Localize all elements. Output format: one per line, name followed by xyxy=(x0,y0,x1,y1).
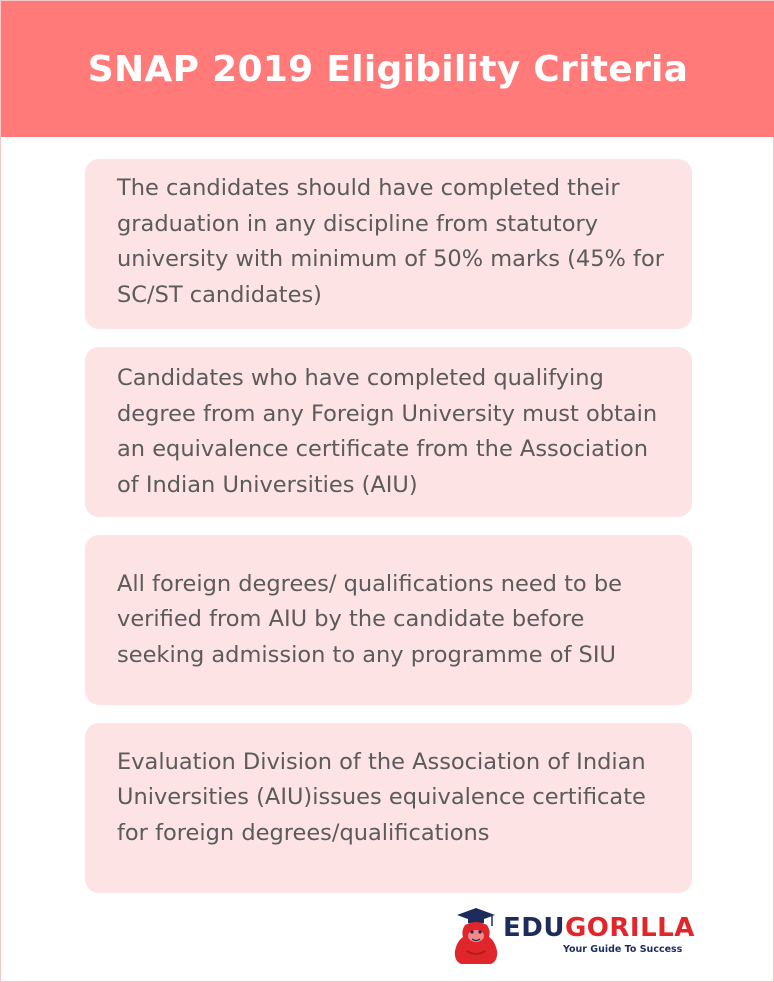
brand-tagline: Your Guide To Success xyxy=(563,944,683,955)
title-banner xyxy=(1,1,774,137)
criteria-card-4 xyxy=(85,723,692,893)
criteria-card-1 xyxy=(85,159,692,329)
criteria-text: The candidates should have completed their graduation in any discipline from statutory university with minimum of 50% marks (45% for SC/ST candidates) xyxy=(117,175,664,308)
gorilla-graduation-cap-icon xyxy=(451,907,501,965)
brand-part-edu: EDU xyxy=(503,913,565,943)
criteria-text: Candidates who have completed qualifying degree from any Foreign University must obtain an equivalence certificate from the Association of Indian Universities (AIU) xyxy=(117,365,658,498)
criteria-text: Evaluation Division of the Association of Indian Universities (AIU)issues equivalence certificate for foreign degrees/qualifications xyxy=(117,748,646,846)
page-title: SNAP 2019 Eligibility Criteria xyxy=(87,48,689,90)
criteria-card-3 xyxy=(85,535,692,705)
criteria-text: All foreign degrees/ qualifications need to be verified from AIU by the candidate before seeking admission to any programme of SIU xyxy=(117,570,622,668)
criteria-card-2 xyxy=(85,347,692,517)
brand-part-gorilla: GORILLA xyxy=(564,913,695,943)
edugorilla-logo xyxy=(451,907,695,965)
brand-name xyxy=(503,913,695,943)
